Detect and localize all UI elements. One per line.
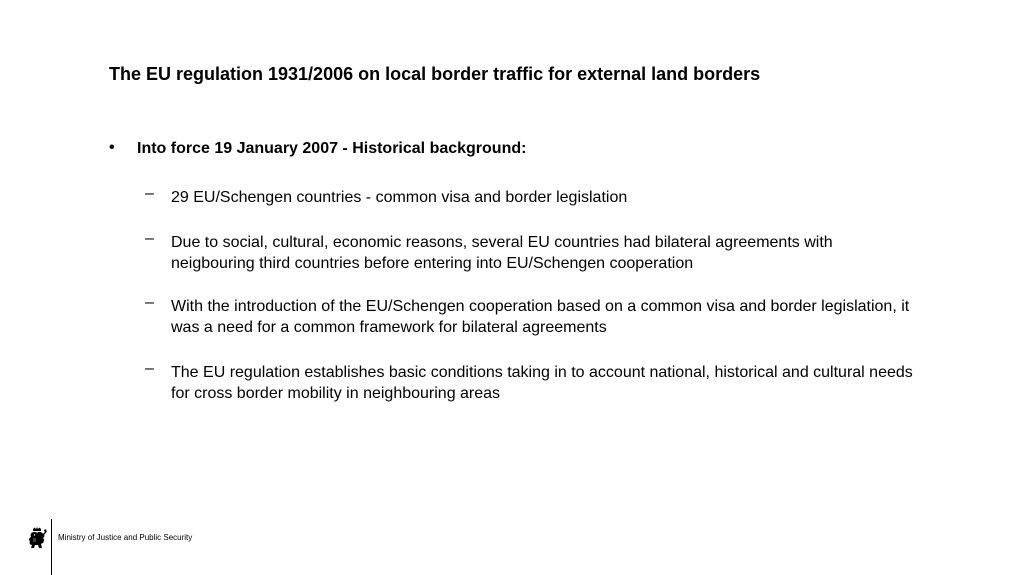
sub-bullet-text: The EU regulation establishes basic conditions taking in to account national, historical and cultural needs for cross border mobility in neighbouring areas [171, 364, 913, 402]
sub-bullet-text: Due to social, cultural, economic reasons, several EU countries had bilateral agreements with neigbouring third countries before entering into EU/Schengen cooperation [171, 234, 833, 272]
norwegian-lion-coat-of-arms-icon [27, 527, 47, 549]
slide-title: The EU regulation 1931/2006 on local border traffic for external land borders [109, 64, 761, 84]
main-bullet-text: Into force 19 January 2007 - Historical background: [137, 140, 527, 157]
sub-bullet-text: 29 EU/Schengen countries - common visa and border legislation [171, 189, 628, 206]
sub-bullet-text: With the introduction of the EU/Schengen cooperation based on a common visa and border legislation, it was a need for a common framework for bilateral agreements [171, 298, 910, 336]
sub-bullet-marker: – [145, 294, 154, 311]
sub-bullet-marker: – [145, 360, 154, 377]
footer-ministry-name: Ministry of Justice and Public Security [58, 533, 193, 542]
footer-divider [51, 519, 52, 575]
bullet-marker: • [109, 139, 115, 156]
sub-bullet-marker: – [145, 185, 154, 202]
sub-bullet-marker: – [145, 230, 154, 247]
